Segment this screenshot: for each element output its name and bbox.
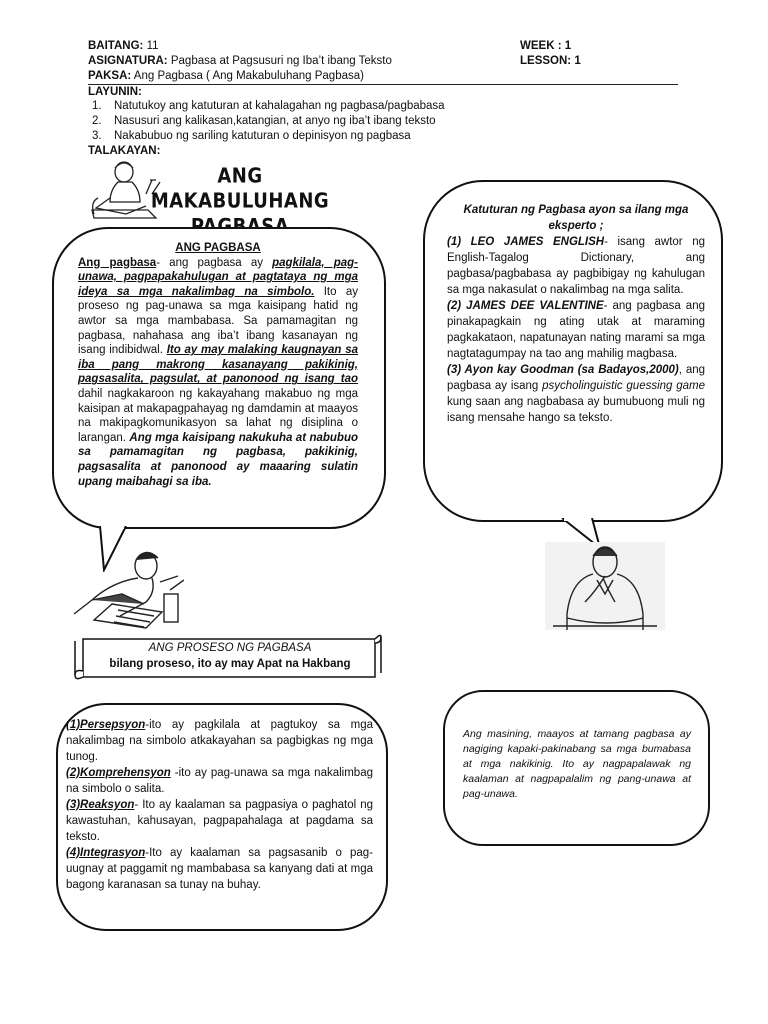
objectives-list bbox=[92, 99, 692, 144]
topic-label: PAKSA: bbox=[88, 70, 132, 82]
discussion-label: TALAKAYAN: bbox=[88, 145, 161, 157]
process-banner-title: ANG PROSESO NG PAGBASA bbox=[148, 642, 312, 654]
experts-text: Katuturan ng Pagbasa ayon sa ilang mga eksperto ; (1) LEO JAMES ENGLISH- isang awtor ng English-Tagalog Dictionary, ang pagbasa/pagbabasa ay pagbibigay ng kahulugan sa mga nakasulat o nakalimbag na mga salita. (2) JAMES DEE VALENTINE- ang pagbasa ang pinakapagkain ng ating utak at maraming pagkakataon, napatunayan nating marami sa mga nagtatagumpay na tao ang mahilig magbasa. (3) Ayon kay Goodman (sa Badayos,2000), ang pagbasa ay isang psycholinguistic guessing game kung saan ang nagbabasa ay bumubuong muli ng isang mensahe hango sa teksto. bbox=[447, 204, 706, 424]
topic-line bbox=[88, 69, 364, 84]
quote-text: Ang masining, maayos at tamang pagbasa ay nagiging kapaki-pakinabang sa mga bumabasa at mga nakikinig. Ito ay nagpapalawak ng kaalaman at nagpapalalim ng pang-unawa at pag-unawa. bbox=[463, 728, 691, 800]
subject-line bbox=[88, 54, 392, 69]
process-banner-subtitle: bilang proseso, ito ay may Apat na Hakbang bbox=[109, 658, 351, 670]
grade-line bbox=[88, 39, 159, 54]
subject-label: ASIGNATURA: bbox=[88, 55, 168, 67]
experts-heading: Katuturan ng Pagbasa ayon sa ilang mga eksperto ; bbox=[463, 204, 689, 232]
lesson-label: LESSON: bbox=[520, 55, 572, 67]
lesson-value: 1 bbox=[574, 55, 581, 67]
week-value: 1 bbox=[564, 40, 572, 52]
ang-pagbasa-text: ANG PAGBASA Ang pagbasa- ang pagbasa ay pagkilala, pag-unawa, pagpapakahulugan at pagtataya ng mga ideya sa mga nakalimbag na simbolo. Ito ay proseso ng pag-unawa sa mga kaisipang hatid ng awtor sa mga mambabasa. Sa pamamagitan ng pagbasa, nahahasa ang iba’t ibang kasanayan ng isang indibidwal. Ito ay may malaking kaugnayan sa iba pang makrong kasanayang pakikinig, pagsasalita, pagsulat, at panonood ng isang tao dahil nagkakaroon ng kakayahang makabuo ng mga kaisipan at makapagpahayag ng damdamin at maayos na makipagkomunikasyon sa lahat ng disiplina o larangan. Ang mga kaisipang nakukuha at nabubuo sa pamamagitan ng pagbasa, pakikinig, pagsasalita at panonood ay maaaring sulatin upang maibahagi sa iba. bbox=[78, 242, 358, 488]
lesson-line bbox=[520, 54, 581, 69]
week-line bbox=[520, 39, 571, 54]
objective-item: 3. Nakabubuo ng sariling katuturan o depinisyon ng pagbasa bbox=[92, 130, 411, 142]
page-title: ANG MAKABULUHANG bbox=[150, 164, 330, 214]
step-item: (3)Reaksyon- Ito ay kaalaman sa pagpasiya o paghatol ng kawastuhan, kahusayan, pagpapahalaga at pagdama sa teksto. bbox=[66, 799, 373, 843]
objective-item: 2. Nasusuri ang kalikasan,katangian, at anyo ng iba’t ibang teksto bbox=[92, 115, 436, 127]
subject-value: Pagbasa at Pagsusuri ng Iba’t ibang Teksto bbox=[170, 55, 392, 67]
step-item: (4)Integrasyon-Ito ay kaalaman sa pagsasanib o pag-uugnay at paggamit ng mambabasa sa kanyang dati at mga bagong karanasan sa tunay na buhay. bbox=[66, 847, 373, 891]
man-writing-illustration bbox=[62, 542, 184, 634]
step-item: (1)Persepsyon-ito ay pagkilala at pagtukoy sa mga nakalimbag na simbolo atkakayahan sa pagbigkas ng mga tunog. bbox=[66, 719, 373, 763]
thinking-man-illustration bbox=[545, 542, 665, 630]
topic-value: Ang Pagbasa ( Ang Makabuluhang Pagbasa) bbox=[133, 70, 364, 82]
grade-label: BAITANG: bbox=[88, 40, 144, 52]
ang-pagbasa-heading: ANG PAGBASA bbox=[175, 242, 261, 254]
process-banner-text bbox=[85, 640, 375, 672]
objective-item: 1. Natutukoy ang katuturan at kahalagahan ng pagbasa/pagbabasa bbox=[92, 100, 445, 112]
header-rule bbox=[88, 84, 678, 85]
objectives-label: LAYUNIN: bbox=[88, 86, 142, 98]
step-item: (2)Komprehensyon -ito ay pag-unawa sa mga nakalimbag na simbolo o salita. bbox=[66, 767, 373, 795]
steps-text bbox=[66, 717, 373, 893]
week-label: WEEK : bbox=[520, 40, 562, 52]
grade-value: 11 bbox=[146, 40, 159, 52]
